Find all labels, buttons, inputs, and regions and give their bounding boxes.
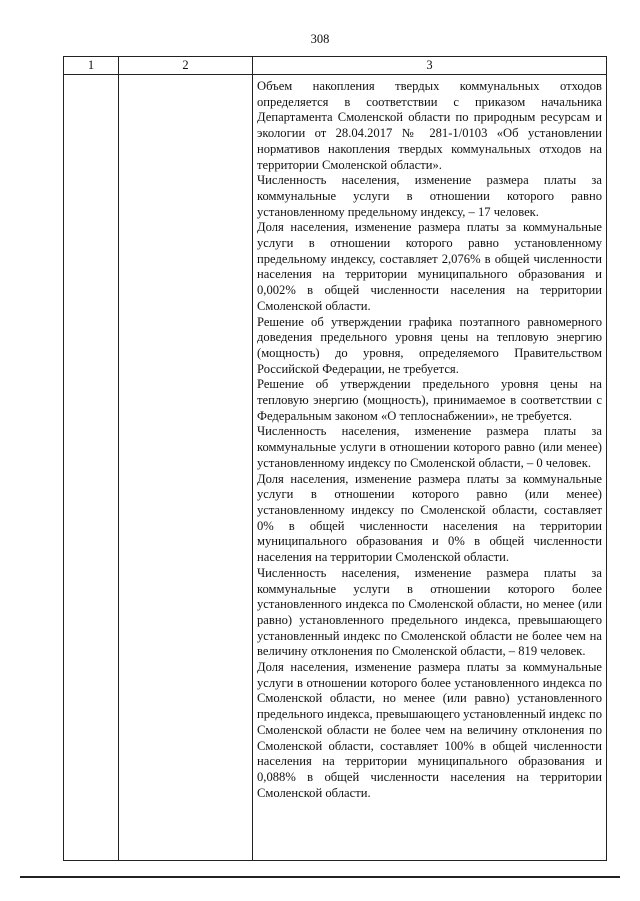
cell-col-1 (64, 75, 119, 861)
paragraph-population-above-index: Численность населения, изменение размера платы за коммунальные услуги в отношении которого более установленного индекса по Смоленской области, но менее (или равно) установленного предельного индекса, превышающего установленный индекс по Смоленской области не более чем на величину отклонения по Смоленской области, – 819 человек. (257, 565, 602, 659)
column-header-3: 3 (253, 57, 607, 75)
paragraph-share-equal-limit: Доля населения, изменение размера платы за коммунальные услуги в отношении которого равно установленному предельному индексу, составляет 2,076% в общей численности населения на территории муниципального образования и 0,002% в общей численности населения на территории Смоленской области. (257, 220, 602, 313)
cell-col-3 (253, 75, 607, 861)
paragraph-heat-price-decision: Решение об утверждении предельного уровня цены на тепловую энергию (мощность), принимаемое в соответствии с Федеральным законом «О теплоснабжении», не требуется. (257, 377, 602, 423)
column-header-1: 1 (64, 57, 119, 75)
table-row (64, 75, 607, 861)
cell-col-2 (119, 75, 253, 861)
cell-content (253, 75, 606, 801)
paragraph-population-equal-limit: Численность населения, изменение размера платы за коммунальные услуги в отношении которого равно установленному предельному индексу, – 17 человек. (257, 173, 602, 219)
paragraph-waste-volume: Объем накопления твердых коммунальных отходов определяется в соответствии с приказом начальника Департамента Смоленской области по природным ресурсам и экологии от 28.04.2017 № 281-1/0103 «Об установлении нормативов накопления твердых коммунальных отходов на территории Смоленской области». (257, 79, 602, 172)
document-table (63, 56, 607, 861)
column-header-2: 2 (119, 57, 253, 75)
paragraph-share-above-index: Доля населения, изменение размера платы за коммунальные услуги в отношении которого более установленного индекса по Смоленской области, но менее (или равно) установленного предельного индекса, превышающего установленный индекс по Смоленской области не более чем на величину отклонения по Смоленской области, составляет 100% в общей численности населения на территории муниципального образования и 0,088% в общей численности населения на территории Смоленской области. (257, 660, 602, 800)
table-header-row (64, 57, 607, 75)
paragraph-heat-schedule-decision: Решение об утверждении графика поэтапного равномерного доведения предельного уровня цены на тепловую энергию (мощность) до уровня, определяемого Правительством Российской Федерации, не требуется. (257, 314, 602, 376)
paragraph-share-equal-or-less-index: Доля населения, изменение размера платы за коммунальные услуги в отношении которого равно (или менее) установленному индексу по Смоленской области, составляет 0% в общей численности населения на территории муниципального образования и 0% в общей численности населения на территории Смоленской области. (257, 471, 602, 565)
paragraph-population-equal-or-less-index: Численность населения, изменение размера платы за коммунальные услуги в отношении которого равно (или менее) установленному индексу по Смоленской области, – 0 человек. (257, 424, 602, 470)
page-number: 308 (310, 32, 330, 46)
page-bottom-rule (20, 876, 620, 878)
